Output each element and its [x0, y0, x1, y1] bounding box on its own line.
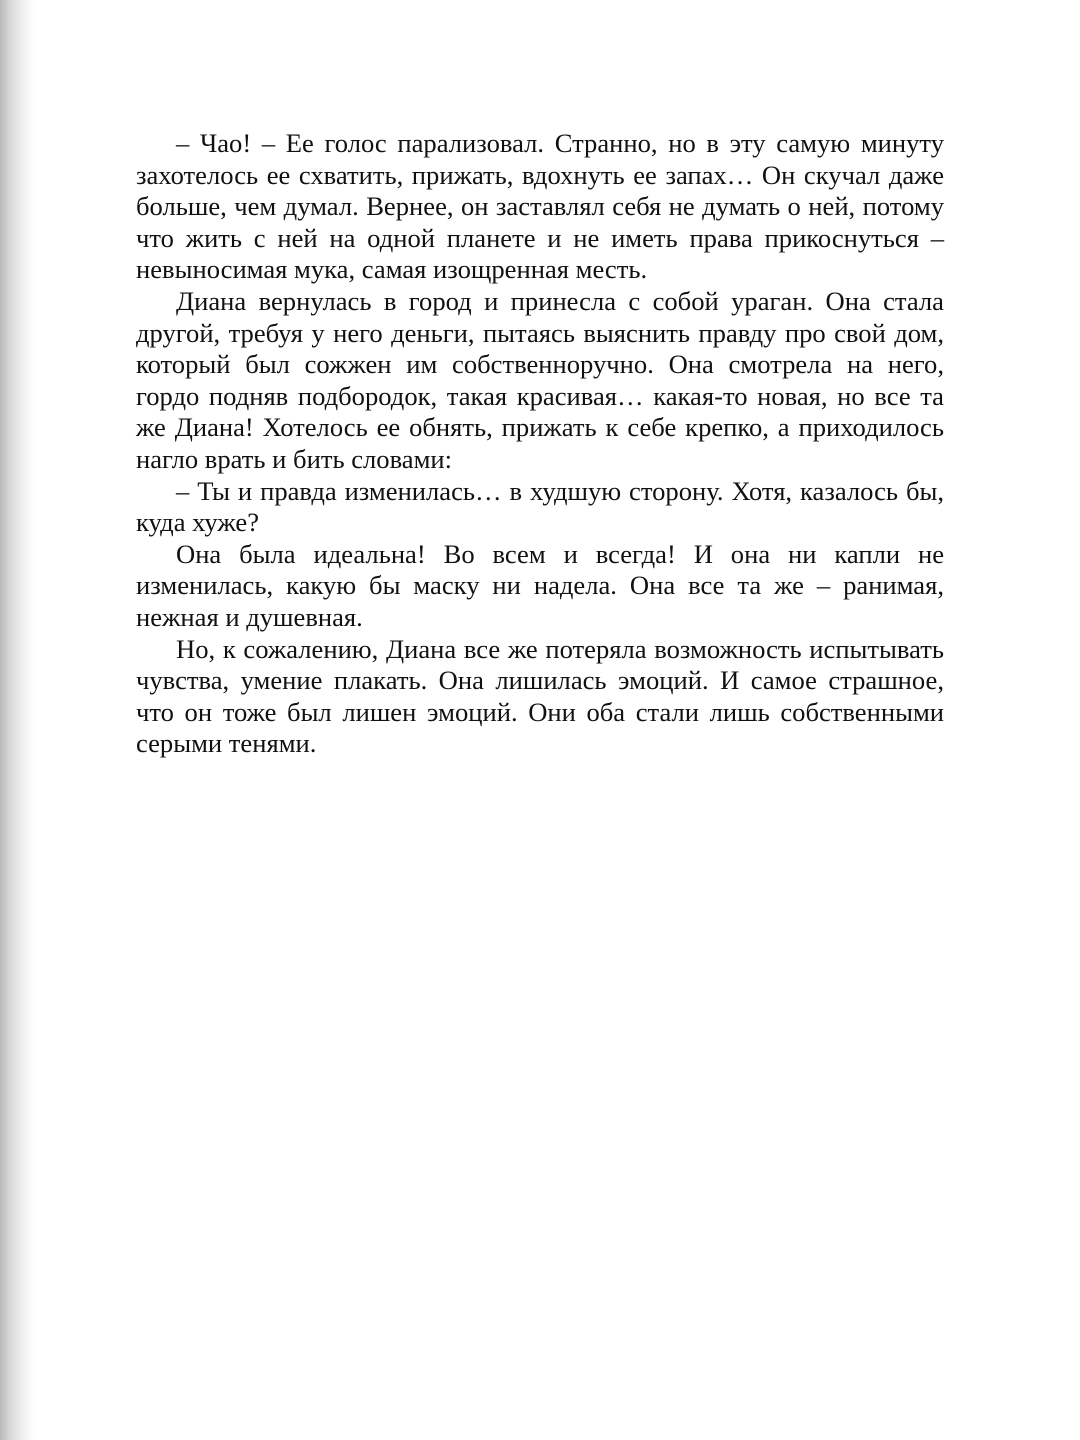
paragraph-3: – Ты и правда изменилась… в худшую сторону. Хотя, казалось бы, куда хуже? — [136, 475, 944, 538]
paragraph-1: – Чао! – Ее голос парализовал. Странно, но в эту самую минуту захотелось ее схватить, прижать, вдохнуть ее запах… Он скучал даже больше, чем думал. Вернее, он заставлял себя не думать о ней, потому что жить с ней на одной планете и не иметь права прикоснуться – невыносимая мука, самая изощренная месть. — [136, 128, 944, 285]
paragraph-4: Она была идеальна! Во всем и всегда! И она ни капли не изменилась, какую бы маску ни надела. Она все та же – ранимая, нежная и душевная. — [136, 538, 944, 632]
paragraph-5: Но, к сожалению, Диана все же потеряла возможность испытывать чувства, умение плакать. Она лишилась эмоций. И самое страшное, что он тоже был лишен эмоций. Они оба стали лишь собственными серыми тенями. — [136, 633, 944, 759]
page-spine-shadow — [0, 0, 34, 1440]
page-text — [136, 128, 944, 760]
paragraph-2: Диана вернулась в город и принесла с собой ураган. Она стала другой, требуя у него деньги, пытаясь выяснить правду про свой дом, который был сожжен им собственноручно. Она смотрела на него, гордо подняв подбородок, такая красивая… какая-то новая, но все та же Диана! Хотелось ее обнять, прижать к себе крепко, а приходилось нагло врать и бить словами: — [136, 285, 944, 474]
